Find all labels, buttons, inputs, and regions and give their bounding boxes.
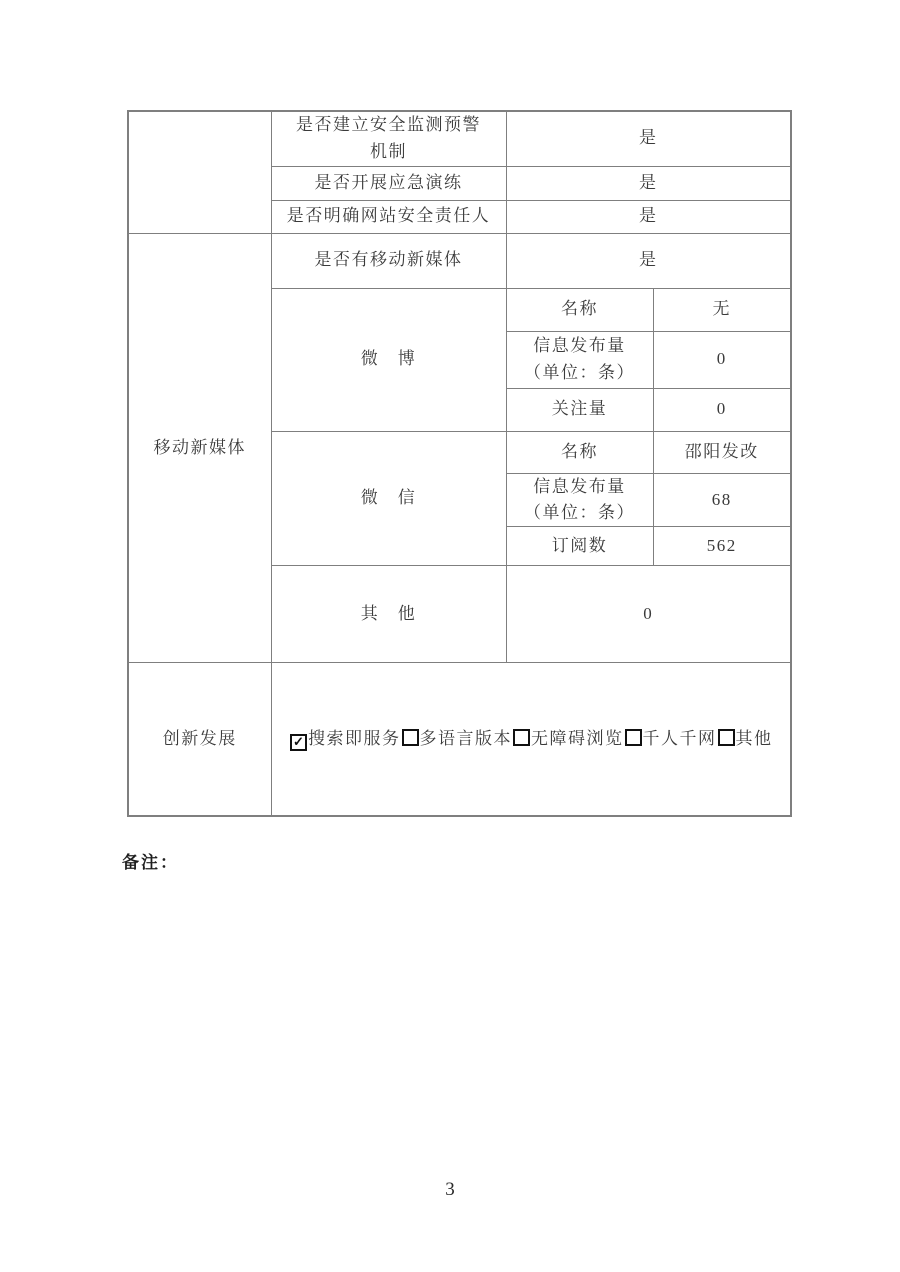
innovation-option-label: 多语言版本 xyxy=(419,728,512,748)
innovation-option xyxy=(289,729,401,748)
question-line1: 是否建立安全监测预警 xyxy=(296,115,481,135)
innovation-option xyxy=(624,729,717,748)
section-label-mobile-media: 移动新媒体 xyxy=(128,233,271,663)
security-answer-monitoring: 是 xyxy=(506,111,791,166)
checkbox-icon xyxy=(718,729,735,746)
innovation-option xyxy=(401,729,513,748)
posts-field-line1: 信息发布量 xyxy=(533,336,626,356)
weibo-posts-field xyxy=(506,331,653,388)
notes-label: 备注： xyxy=(122,853,179,872)
wechat-subs-field: 订阅数 xyxy=(506,527,653,566)
innovation-option-label: 千人千网 xyxy=(642,728,717,748)
other-media-label: 其 他 xyxy=(271,566,506,663)
wechat-posts-field xyxy=(506,473,653,527)
wechat-subs-value: 562 xyxy=(653,527,791,566)
innovation-option xyxy=(717,729,773,748)
posts-field-line2: （单位：条） xyxy=(524,362,635,382)
innovation-option-label: 其他 xyxy=(735,728,773,748)
wechat-label: 微 信 xyxy=(271,431,506,566)
mobile-media-question: 是否有移动新媒体 xyxy=(271,233,506,288)
weibo-followers-field: 关注量 xyxy=(506,388,653,431)
checkbox-checked-icon: ✓ xyxy=(290,734,307,751)
innovation-option-label: 搜索即服务 xyxy=(308,728,401,748)
weibo-posts-value: 0 xyxy=(653,331,791,388)
posts-field-line2: （单位：条） xyxy=(524,502,635,522)
section-cell-empty xyxy=(128,111,271,233)
weibo-label: 微 博 xyxy=(271,288,506,431)
section-label-innovation: 创新发展 xyxy=(128,663,271,816)
security-answer-responsible-person: 是 xyxy=(506,200,791,233)
security-question-responsible-person: 是否明确网站安全责任人 xyxy=(271,200,506,233)
innovation-option-label: 无障碍浏览 xyxy=(531,728,624,748)
weibo-name-field: 名称 xyxy=(506,288,653,331)
wechat-posts-value: 68 xyxy=(653,473,791,527)
other-media-value: 0 xyxy=(506,566,791,663)
question-line2: 机制 xyxy=(370,141,407,161)
security-question-monitoring xyxy=(271,111,506,166)
checkbox-icon xyxy=(625,729,642,746)
weibo-name-value: 无 xyxy=(653,288,791,331)
security-question-drill: 是否开展应急演练 xyxy=(271,166,506,200)
report-table xyxy=(127,110,792,817)
checkbox-icon xyxy=(513,729,530,746)
posts-field-line1: 信息发布量 xyxy=(533,476,626,496)
checkbox-icon xyxy=(402,729,419,746)
weibo-followers-value: 0 xyxy=(653,388,791,431)
innovation-options-cell xyxy=(271,663,791,816)
mobile-media-answer: 是 xyxy=(506,233,791,288)
wechat-name-field: 名称 xyxy=(506,431,653,473)
innovation-option xyxy=(512,729,624,748)
page-number: 3 xyxy=(445,1179,455,1200)
security-answer-drill: 是 xyxy=(506,166,791,200)
wechat-name-value: 邵阳发改 xyxy=(653,431,791,473)
